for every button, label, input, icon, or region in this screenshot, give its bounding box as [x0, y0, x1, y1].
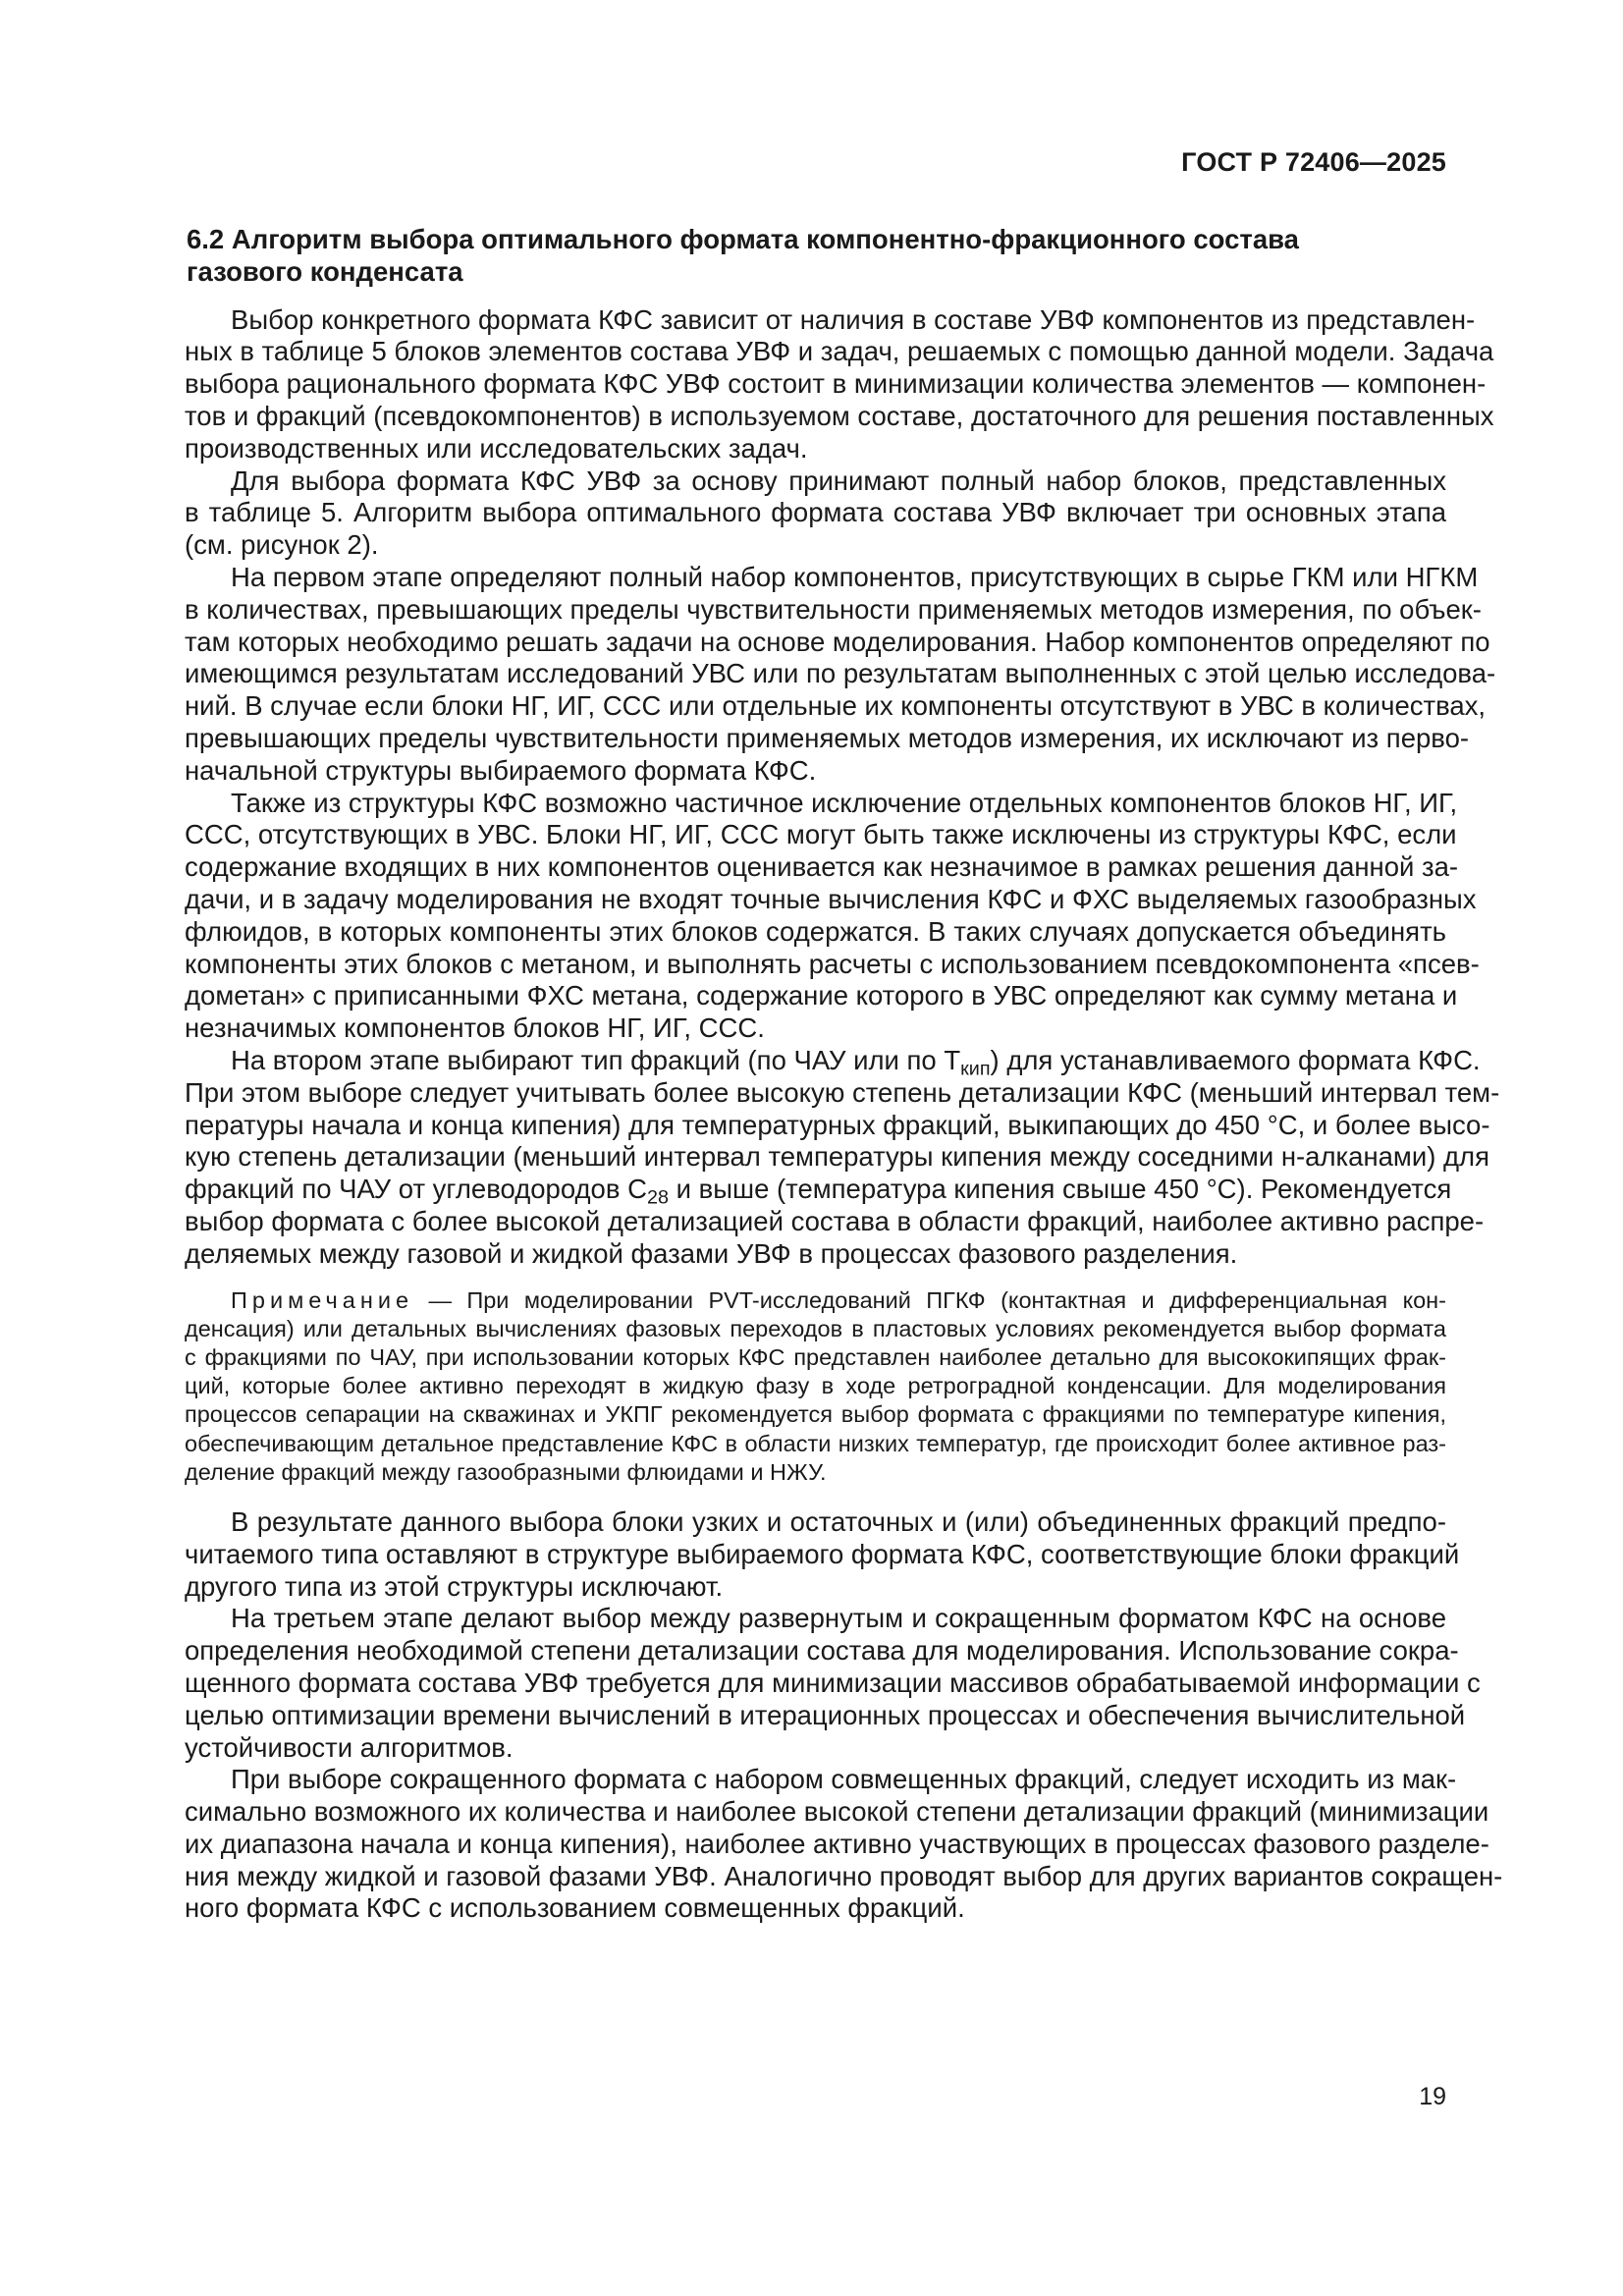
- note-line: деление фракций между газообразными флюидами и НЖУ.: [185, 1458, 827, 1485]
- text-line: тов и фракций (псевдокомпонентов) в используемом составе, достаточного для решения поставленных: [185, 400, 1494, 431]
- text-line: производственных или исследовательских задач.: [185, 432, 808, 464]
- note-block: [185, 1286, 1446, 1487]
- note-line: денсация) или детальных вычислениях фазовых переходов в пластовых условиях рекомендуется выбор формата: [185, 1315, 1446, 1341]
- text-line: щенного формата состава УВФ требуется для минимизации массивов обрабатываемой информации с: [185, 1667, 1481, 1698]
- text-line: симально возможного их количества и наиболее высокой степени детализации фракций (минимизации: [185, 1796, 1489, 1828]
- text-line: содержание входящих в них компонентов оценивается как незначимое в рамках решения данной за-: [185, 851, 1459, 883]
- text-line: [185, 1044, 1481, 1080]
- text-line: их диапазона начала и конца кипения), наиболее активно участвующих в процессах фазового разделе-: [185, 1828, 1489, 1859]
- paragraph: [185, 1505, 1460, 1603]
- text-line: целью оптимизации времени вычислений в итерационных процессах и обеспечения вычислительной: [185, 1699, 1466, 1730]
- text-line: Выбор конкретного формата КФС зависит от наличия в составе УВФ компонентов из представлен-: [231, 303, 1476, 335]
- paragraph: [185, 465, 1446, 562]
- note-line: обеспечивающим детальное представление КФС в области низких температур, где происходит более активное раз-: [185, 1430, 1446, 1456]
- section-title-line: 6.2 Алгоритм выбора оптимального формата компонентно-фракционного состава: [187, 224, 1299, 254]
- text-line: ния между жидкой и газовой фазами УВФ. Аналогично проводят выбор для других вариантов сокращен-: [185, 1860, 1503, 1891]
- text-line: компоненты этих блоков с метаном, и выполнять расчеты с использованием псевдокомпонента «псев-: [185, 948, 1480, 979]
- text-line: В результате данного выбора блоки узких и остаточных и (или) объединенных фракций предпо-: [231, 1505, 1446, 1537]
- text-line: Для выбора формата КФС УВФ за основу принимают полный набор блоков, представленных: [231, 465, 1446, 496]
- page-content: [185, 224, 1503, 1925]
- text-run: ) для устанавливаемого формата КФС.: [990, 1044, 1481, 1075]
- text-line: выбора рационального формата КФС УВФ состоит в минимизации количества элементов — компонен-: [185, 368, 1487, 400]
- text-line: устойчивости алгоритмов.: [185, 1731, 514, 1763]
- text-line: ного формата КФС с использованием совмещенных фракций.: [185, 1892, 965, 1924]
- text-line: На третьем этапе делают выбор между развернутым и сокращенным форматом КФС на основе: [231, 1603, 1446, 1634]
- text-line: флюидов, в которых компоненты этих блоков содержатся. В таких случаях допускается объединять: [185, 915, 1446, 947]
- document-id: ГОСТ Р 72406—2025: [1181, 147, 1446, 177]
- paragraph: [185, 1603, 1481, 1764]
- text-line: Также из структуры КФС возможно частичное исключение отдельных компонентов блоков НГ, ИГ,: [231, 787, 1458, 818]
- page-number: 19: [1419, 2083, 1446, 2110]
- subscript: кип: [960, 1058, 991, 1080]
- paragraph: [185, 787, 1480, 1045]
- section-title-line: газового конденсата: [187, 255, 463, 287]
- text-line: в количествах, превышающих пределы чувствительности применяемых методов измерения, по объек-: [185, 593, 1482, 625]
- text-line: читаемого типа оставляют в структуре выбираемого формата КФС, соответствующие блоки фракций: [185, 1538, 1460, 1569]
- text-line: другого типа из этой структуры исключают.: [185, 1570, 724, 1602]
- text-run: фракций по ЧАУ от углеводородов С: [185, 1174, 647, 1205]
- text-line: [185, 1174, 1452, 1209]
- text-run: — При моделировании PVT-исследований ПГКФ (контактная и дифференциальная кон-: [413, 1286, 1446, 1313]
- text-line: имеющимся результатам исследований УВС или по результатам выполненных с этой целью исследова-: [185, 658, 1496, 689]
- text-run: и выше (температура кипения свыше 450 °С). Рекомендуется: [668, 1174, 1452, 1205]
- paragraph: [185, 1044, 1500, 1271]
- text-line: деляемых между газовой и жидкой фазами УВФ в процессах фазового разделения.: [185, 1237, 1238, 1269]
- text-line: пературы начала и конца кипения) для температурных фракций, выкипающих до 450 °С, и более высо-: [185, 1109, 1490, 1140]
- text-line: ных в таблице 5 блоков элементов состава УВФ и задач, решаемых с помощью данной модели. Задача: [185, 336, 1494, 367]
- text-line: дачи, и в задачу моделирования не входят точные вычисления КФС и ФХС выделяемых газообразных: [185, 883, 1477, 914]
- subscript: 28: [646, 1186, 669, 1209]
- text-line: кую степень детализации (меньший интервал температуры кипения между соседними н-алканами) для: [185, 1141, 1489, 1173]
- text-line: начальной структуры выбираемого формата КФС.: [185, 754, 817, 786]
- text-line: дометан» с приписанными ФХС метана, содержание которого в УВС определяют как сумму метана и: [185, 980, 1458, 1011]
- text-line: там которых необходимо решать задачи на основе моделирования. Набор компонентов определяют по: [185, 626, 1490, 657]
- text-line: ний. В случае если блоки НГ, ИГ, ССС или отдельные их компоненты отсутствуют в УВС в количествах,: [185, 690, 1487, 722]
- text-run: На втором этапе выбирают тип фракций (по ЧАУ или по Т: [231, 1044, 961, 1075]
- text-line: превышающих пределы чувствительности применяемых методов измерения, их исключают из перво-: [185, 722, 1470, 753]
- paragraph: [185, 303, 1494, 465]
- note-line: с фракциями по ЧАУ, при использовании которых КФС представлен наиболее детально для высококипящих фрак-: [185, 1343, 1446, 1370]
- paragraph: [185, 561, 1496, 788]
- text-line: ССС, отсутствующих в УВС. Блоки НГ, ИГ, ССС могут быть также исключены из структуры КФС, если: [185, 819, 1457, 850]
- text-line: незначимых компонентов блоков НГ, ИГ, ССС.: [185, 1012, 765, 1044]
- text-line: При этом выборе следует учитывать более высокую степень детализации КФС (меньший интервал тем-: [185, 1076, 1500, 1108]
- note-line: процессов сепарации на скважинах и УКПГ рекомендуется выбор формата с фракциями по температуре кипения,: [185, 1401, 1446, 1428]
- section-title: [185, 224, 1446, 289]
- note-line: ций, которые более активно переходят в жидкую фазу в ходе ретроградной конденсации. Для моделирования: [185, 1373, 1446, 1399]
- text-line: выбор формата с более высокой детализацией состава в области фракций, наиболее активно распре-: [185, 1205, 1485, 1236]
- text-line: (см. рисунок 2).: [185, 529, 379, 561]
- note-line: [185, 1286, 1446, 1315]
- note-label: Примечание: [231, 1286, 414, 1313]
- text-line: определения необходимой степени детализации состава для моделирования. Использование сокра-: [185, 1635, 1459, 1667]
- text-line: На первом этапе определяют полный набор компонентов, присутствующих в сырье ГКМ или НГКМ: [231, 561, 1479, 592]
- text-line: При выборе сокращенного формата с набором совмещенных фракций, следует исходить из мак-: [231, 1764, 1457, 1795]
- paragraph: [185, 1764, 1503, 1925]
- text-line: в таблице 5. Алгоритм выбора оптимального формата состава УВФ включает три основных этапа: [185, 497, 1446, 528]
